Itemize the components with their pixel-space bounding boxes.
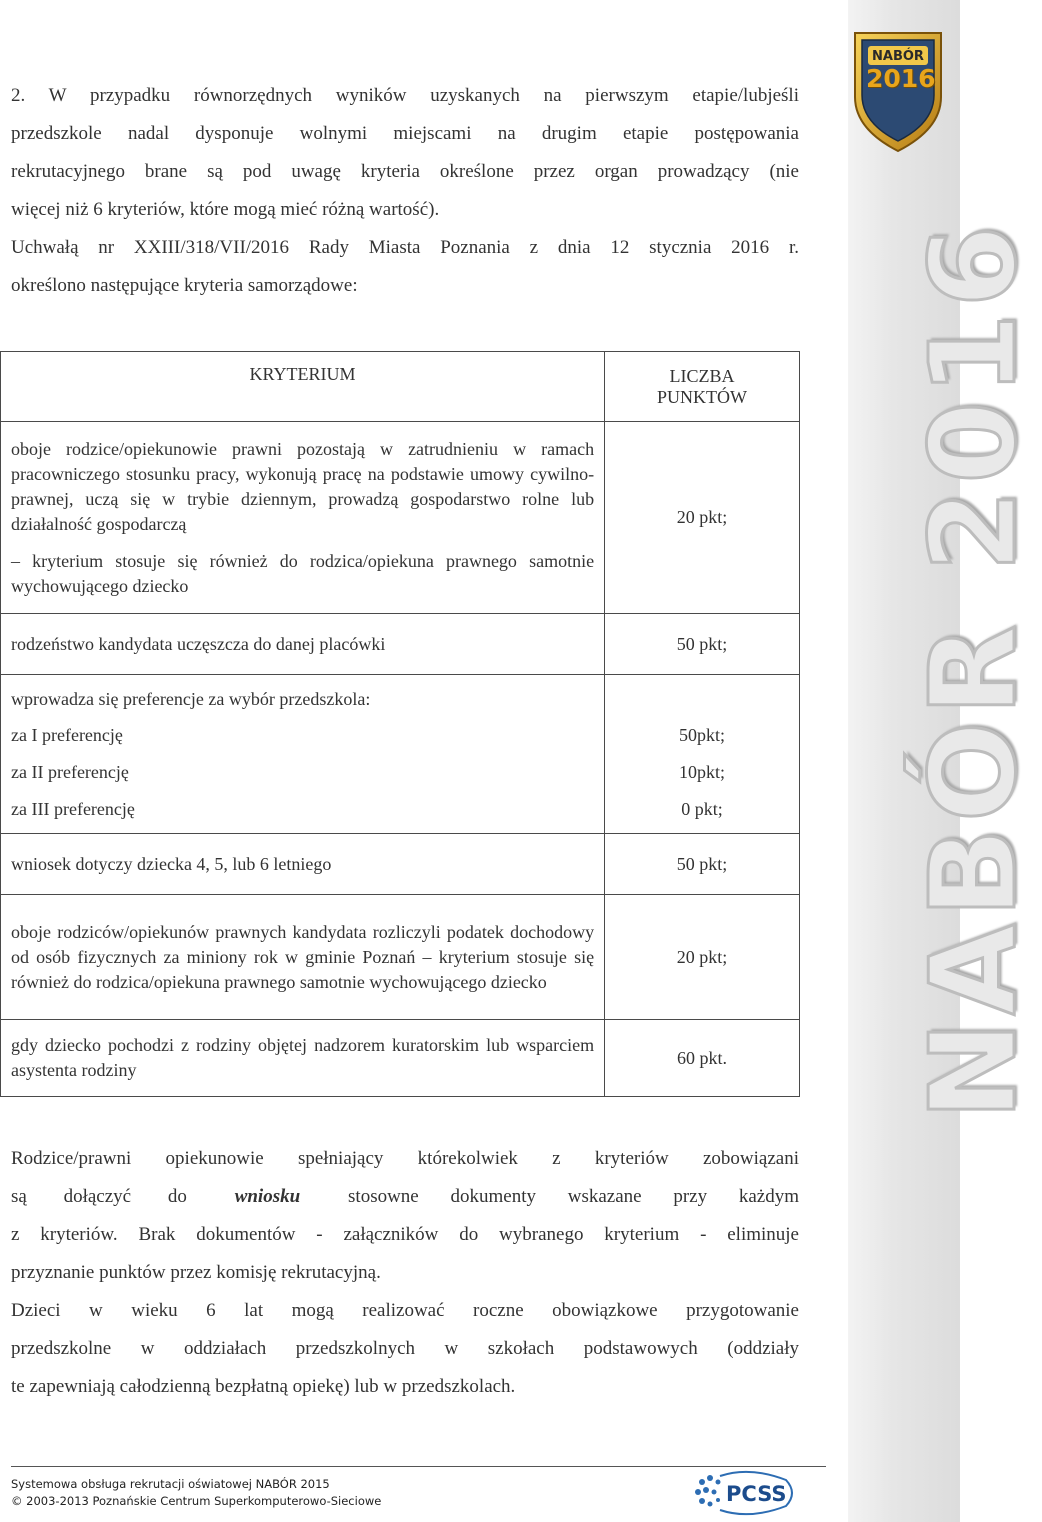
badge-year: 2016 <box>866 64 936 93</box>
table-row <box>1 834 800 895</box>
preference-points: 10pkt; <box>679 762 726 782</box>
header-points-line2: PUNKTÓW <box>657 386 748 407</box>
intro-line: przedszkole nadal dysponuje wolnymi miejscami na drugim etapie postępowania <box>11 123 799 144</box>
table-row <box>1 1020 800 1097</box>
table-row <box>1 895 800 1020</box>
criterion-text: oboje rodziców/opiekunów prawnych kandydata rozliczyli podatek dochodowy od osób fizycznych za miniony rok w gminie Poznań – kryterium stosuje się również do rodzica/opiekuna prawnego samotnie wychowującego dziecko <box>11 921 595 992</box>
points-cell: 20 pkt; <box>605 422 800 614</box>
pcss-logo-text: PCSS <box>726 1482 787 1506</box>
closing-line <box>11 1186 799 1208</box>
criterion-text: wprowadza się preferencje za wybór przedszkola: <box>11 688 371 709</box>
preference-label: za III preferencję <box>11 798 135 819</box>
footer-divider <box>11 1466 826 1467</box>
intro-line: Uchwałą nr XXIII/318/VII/2016 Rady Miasta Poznania z dnia 12 stycznia 2016 r. <box>11 237 799 258</box>
footer-line-copyright: © 2003-2013 Poznańskie Centrum Superkomputerowo-Sieciowe <box>11 1494 382 1508</box>
criterion-cell <box>1 834 605 895</box>
header-criterion: KRYTERIUM <box>1 352 605 422</box>
criteria-table <box>0 351 800 1097</box>
table-header-row <box>1 352 800 422</box>
intro-line: rekrutacyjnego brane są pod uwagę kryteria określone przez organ prowadzący (nie <box>11 161 799 182</box>
header-points <box>605 352 800 422</box>
header-points-line1: LICZBA <box>669 365 735 386</box>
table-row <box>1 675 800 834</box>
criterion-text: rodzeństwo kandydata uczęszcza do danej placówki <box>11 633 386 654</box>
footer <box>11 1476 381 1510</box>
closing-line: Dzieci w wieku 6 lat mogą realizować roczne obowiązkowe przygotowanie <box>11 1300 799 1321</box>
points-cell: 20 pkt; <box>605 895 800 1020</box>
closing-line-start: są dołączyć do <box>11 1186 187 1207</box>
intro-line: 2. W przypadku równorzędnych wyników uzyskanych na pierwszym etapie/lubjeśli <box>11 85 799 106</box>
closing-line: Rodzice/prawni opiekunowie spełniający którekolwiek z kryteriów zobowiązani <box>11 1148 799 1169</box>
points-cell <box>605 675 800 834</box>
criterion-cell <box>1 422 605 614</box>
points-cell: 50 pkt; <box>605 834 800 895</box>
intro-line: więcej niż 6 kryteriów, które mogą mieć różną wartość). <box>11 199 440 220</box>
criterion-cell <box>1 675 605 834</box>
closing-line: przyznanie punktów przez komisję rekrutacyjną. <box>11 1262 381 1283</box>
criterion-text: oboje rodzice/opiekunowie prawni pozostają w zatrudnieniu w ramach pracowniczego stosunku pracy, wykonują pracę na podstawie umowy cywilno-prawnej, uczą się w trybie dziennym, prowadzą gospodarstwo rolne lub działalność gospodarczą <box>11 438 595 534</box>
band-watermark-text: NABÓR 2016 <box>904 219 1042 1120</box>
closing-line-end: stosowne dokumenty wskazane przy każdym <box>348 1186 799 1207</box>
wniosek-emphasis: wniosku <box>234 1186 301 1207</box>
criterion-note: – kryterium stosuje się również do rodzica/opiekuna prawnego samotnie wychowującego dziecko <box>11 550 595 596</box>
table-row <box>1 614 800 675</box>
criterion-cell <box>1 614 605 675</box>
intro-line: określono następujące kryteria samorządowe: <box>11 275 358 296</box>
criterion-cell <box>1 1020 605 1097</box>
table-row <box>1 422 800 614</box>
footer-line-system: Systemowa obsługa rekrutacji oświatowej NABÓR 2015 <box>11 1477 330 1491</box>
criterion-text: wniosek dotyczy dziecka 4, 5, lub 6 letniego <box>11 853 332 874</box>
closing-line: z kryteriów. Brak dokumentów - załączników do wybranego kryterium - eliminuje <box>11 1224 799 1245</box>
badge-label: NABÓR <box>872 49 924 64</box>
points-cell: 50 pkt; <box>605 614 800 675</box>
preference-label: za I preferencję <box>11 724 123 745</box>
preference-points: 0 pkt; <box>681 799 723 819</box>
closing-line: te zapewniają całodzienną bezpłatną opiekę) lub w przedszkolach. <box>11 1376 516 1397</box>
preference-label: za II preferencję <box>11 761 129 782</box>
points-cell: 60 pkt. <box>605 1020 800 1097</box>
closing-line: przedszkolne w oddziałach przedszkolnych w szkołach podstawowych (oddziały <box>11 1338 799 1359</box>
criterion-text: gdy dziecko pochodzi z rodziny objętej nadzorem kuratorskim lub wsparciem asystenta rodziny <box>11 1035 595 1080</box>
criterion-cell <box>1 895 605 1020</box>
preference-points: 50pkt; <box>679 725 726 745</box>
